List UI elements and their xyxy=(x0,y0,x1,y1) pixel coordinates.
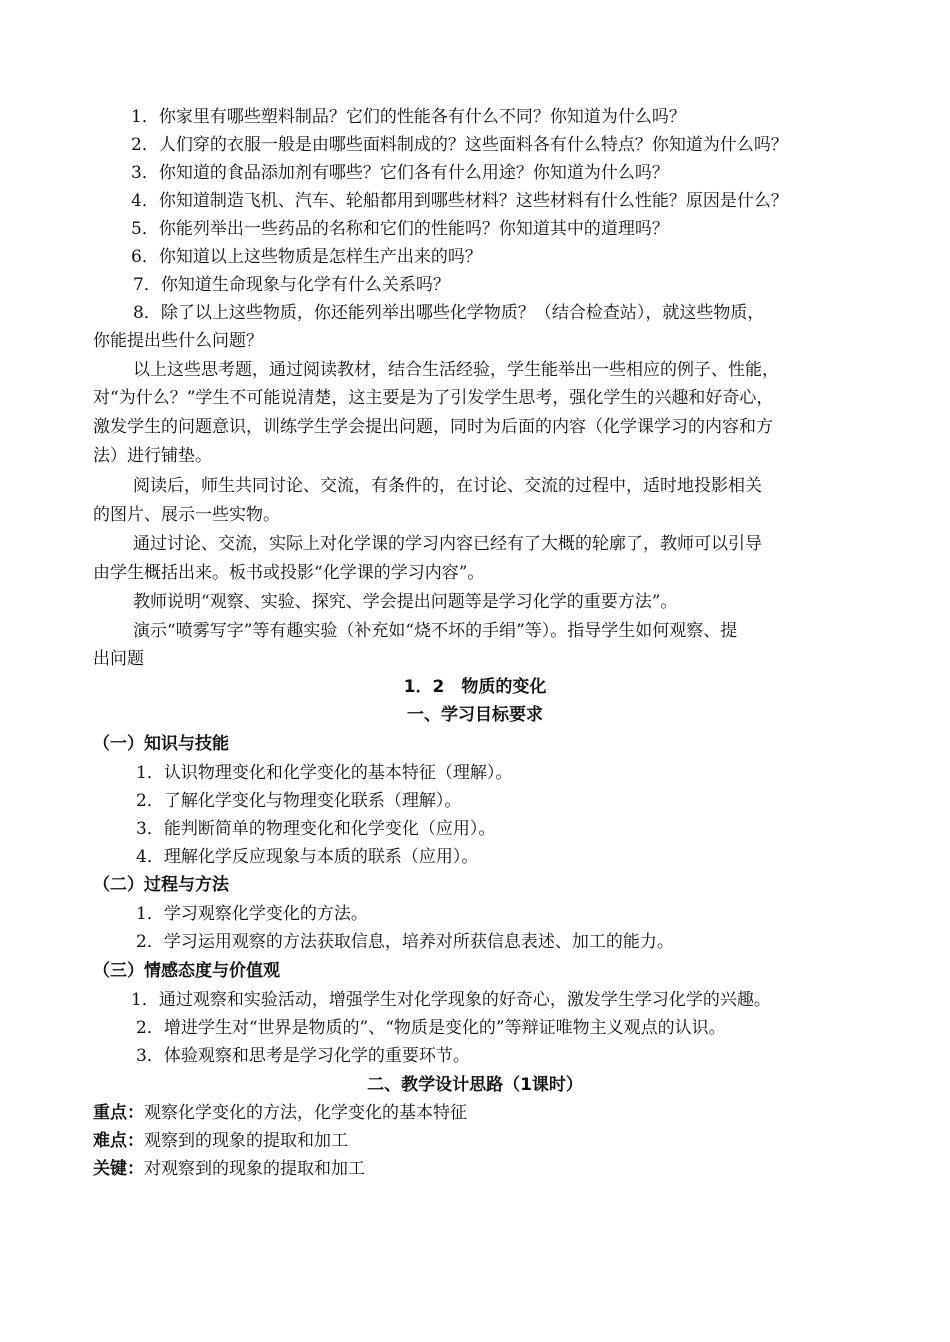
question-8: 8．除了以上这些物质，你还能列举出哪些化学物质？（结合检查站），就这些物质， xyxy=(133,303,765,323)
key-label: 关键： xyxy=(93,1159,144,1179)
paragraph-1-line-2: 对“为什么？”学生不可能说清楚，这主要是为了引发学生思考，强化学生的兴趣和好奇心， xyxy=(93,388,774,408)
question-8-continued: 你能提出些什么问题？ xyxy=(93,331,263,351)
knowledge-item-4: 4．理解化学反应现象与本质的联系（应用）。 xyxy=(136,847,479,867)
question-2: 2．人们穿的衣服一般是由哪些面料制成的？这些面料各有什么特点？你知道为什么吗？ xyxy=(131,135,788,155)
emotion-item-1: 1．通过观察和实验活动，增强学生对化学现象的好奇心，激发学生学习化学的兴趣。 xyxy=(131,990,771,1010)
key-line xyxy=(93,1155,365,1183)
focus-line xyxy=(93,1099,467,1127)
question-6: 6．你知道以上这些物质是怎样生产出来的吗？ xyxy=(131,247,482,267)
question-1: 1．你家里有哪些塑料制品？它们的性能各有什么不同？你知道为什么吗？ xyxy=(131,107,686,127)
question-3: 3．你知道的食品添加剂有哪些？它们各有什么用途？你知道为什么吗？ xyxy=(131,163,669,183)
question-4: 4．你知道制造飞机、汽车、轮船都用到哪些材料？这些材料有什么性能？原因是什么？ xyxy=(131,191,788,211)
paragraph-2-line-2: 的图片、展示一些实物。 xyxy=(93,505,280,525)
paragraph-3-line-1: 通过讨论、交流，实际上对化学课的学习内容已经有了大概的轮廓了，教师可以引导 xyxy=(133,534,762,554)
section-title: 1．2 物质的变化 xyxy=(403,677,547,697)
focus-label: 重点： xyxy=(93,1103,144,1123)
emotion-item-3: 3．体验观察和思考是学习化学的重要环节。 xyxy=(136,1046,470,1066)
paragraph-3-line-2: 由学生概括出来。板书或投影“化学课的学习内容”。 xyxy=(93,563,485,583)
difficulty-text: 观察到的现象的提取和加工 xyxy=(144,1131,348,1151)
paragraph-5-line-1: 演示“喷雾写字”等有趣实验（补充如“烧不坏的手绢”等）。指导学生如何观察、提 xyxy=(133,621,738,641)
heading-teaching-design: 二、教学设计思路（1课时） xyxy=(367,1075,583,1095)
knowledge-item-1: 1．认识物理变化和化学变化的基本特征（理解）。 xyxy=(136,763,513,783)
knowledge-item-2: 2．了解化学变化与物理变化联系（理解）。 xyxy=(136,791,462,811)
paragraph-1-line-3: 激发学生的问题意识，训练学生学会提出问题，同时为后面的内容（化学课学习的内容和方 xyxy=(93,417,773,437)
knowledge-item-3: 3．能判断简单的物理变化和化学变化（应用）。 xyxy=(136,819,496,839)
paragraph-1-line-1: 以上这些思考题，通过阅读教材，结合生活经验，学生能举出一些相应的例子、性能， xyxy=(133,360,779,380)
heading-learning-objectives: 一、学习目标要求 xyxy=(407,705,543,725)
focus-text: 观察化学变化的方法，化学变化的基本特征 xyxy=(144,1103,467,1123)
process-item-1: 1．学习观察化学变化的方法。 xyxy=(136,904,368,924)
question-7: 7．你知道生命现象与化学有什么关系吗？ xyxy=(133,275,450,295)
paragraph-2-line-1: 阅读后，师生共同讨论、交流，有条件的，在讨论、交流的过程中，适时地投影相关 xyxy=(133,476,762,496)
difficulty-line xyxy=(93,1127,348,1155)
subheading-knowledge-skills: （一）知识与技能 xyxy=(93,734,229,754)
paragraph-4: 教师说明“观察、实验、探究、学会提出问题等是学习化学的重要方法”。 xyxy=(133,592,678,612)
key-text: 对观察到的现象的提取和加工 xyxy=(144,1159,365,1179)
paragraph-1-line-4: 法）进行铺垫。 xyxy=(93,446,212,466)
difficulty-label: 难点： xyxy=(93,1131,144,1151)
subheading-process-methods: （二）过程与方法 xyxy=(93,875,229,895)
paragraph-5-line-2: 出问题 xyxy=(93,649,144,669)
emotion-item-2: 2．增进学生对“世界是物质的”、“物质是变化的”等辩证唯物主义观点的认识。 xyxy=(136,1018,726,1038)
subheading-emotion-values: （三）情感态度与价值观 xyxy=(93,961,280,981)
process-item-2: 2．学习运用观察的方法获取信息，培养对所获信息表述、加工的能力。 xyxy=(136,932,674,952)
question-5: 5．你能列举出一些药品的名称和它们的性能吗？你知道其中的道理吗？ xyxy=(131,219,669,239)
